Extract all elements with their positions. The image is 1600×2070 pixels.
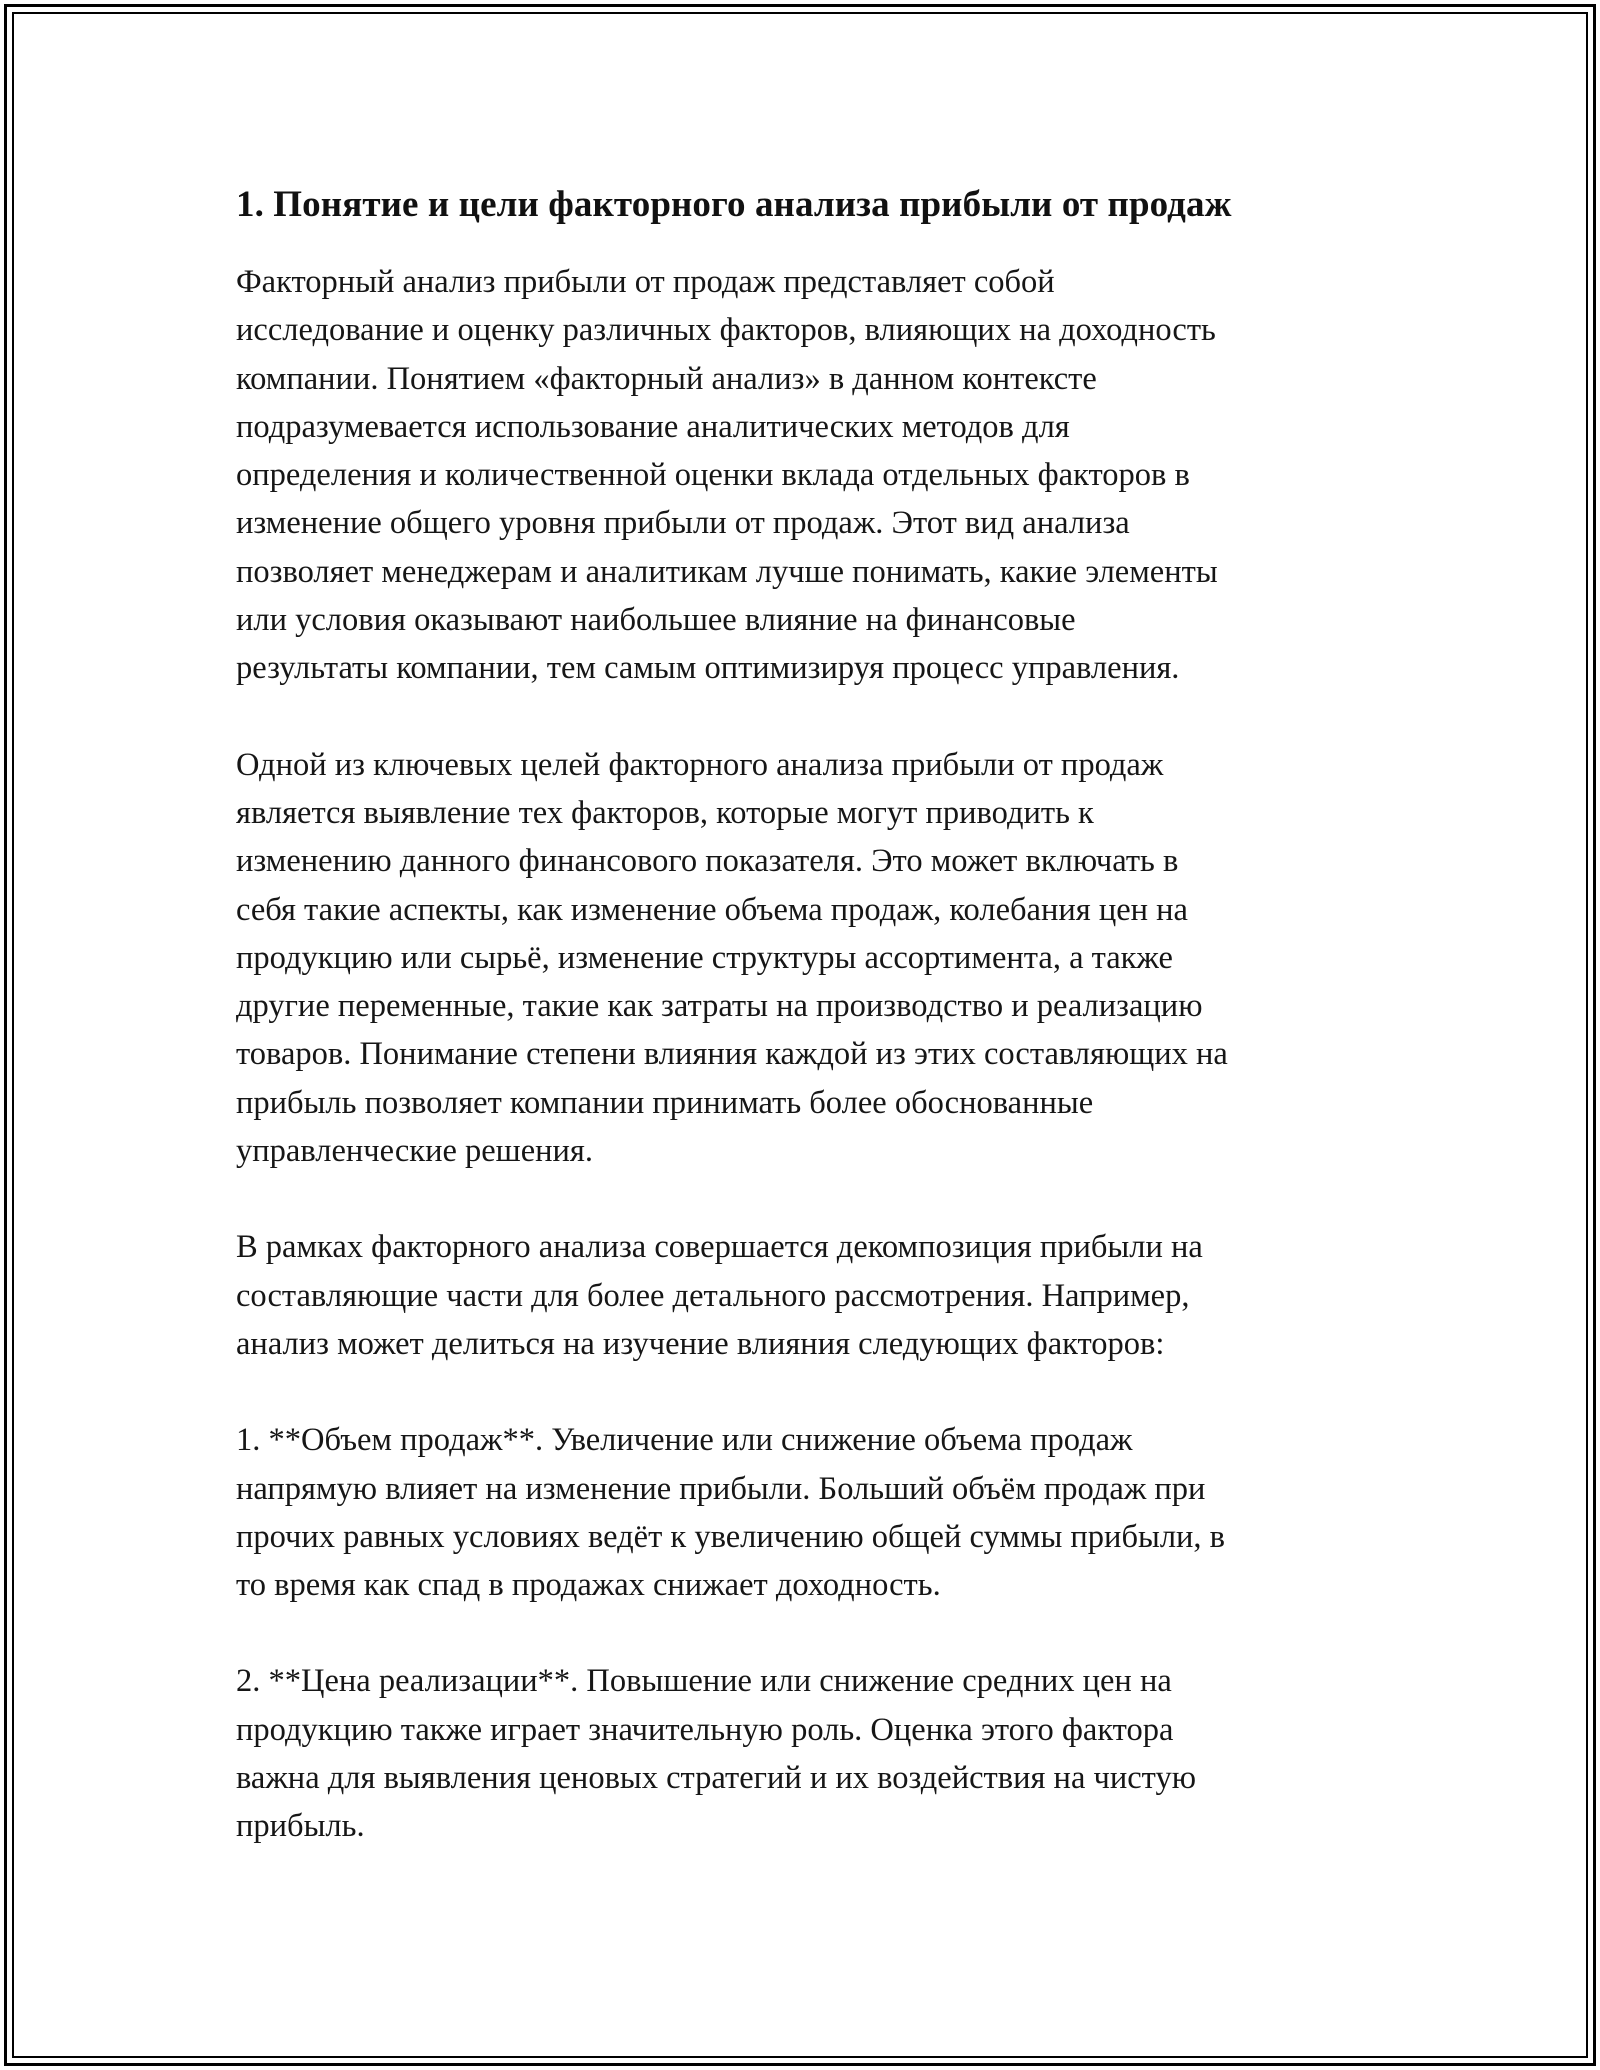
text-line: товаров. Понимание степени влияния каждой из этих составляющих на bbox=[236, 1036, 1228, 1073]
text-line: то время как спад в продажах снижает доходность. bbox=[236, 1567, 941, 1604]
text-line: исследование и оценку различных факторов, влияющих на доходность bbox=[236, 312, 1216, 349]
text-line: составляющие части для более детального рассмотрения. Например, bbox=[236, 1277, 1190, 1314]
text-line: себя такие аспекты, как изменение объема продаж, колебания цен на bbox=[236, 891, 1188, 928]
text-line: анализ может делиться на изучение влияния следующих факторов: bbox=[236, 1325, 1165, 1362]
paragraph-decomposition bbox=[236, 1223, 1366, 1368]
text-line: важна для выявления ценовых стратегий и их воздействия на чистую bbox=[236, 1760, 1196, 1797]
text-line: прибыль позволяет компании принимать более обоснованные bbox=[236, 1084, 1094, 1121]
paragraph-goals bbox=[236, 741, 1366, 1176]
text-line: изменению данного финансового показателя. Это может включать в bbox=[236, 843, 1179, 880]
document-page bbox=[236, 182, 1366, 1899]
list-item-sales-volume bbox=[236, 1416, 1366, 1609]
text-line: продукцию также играет значительную роль. Оценка этого фактора bbox=[236, 1711, 1174, 1748]
text-line: Одной из ключевых целей факторного анализа прибыли от продаж bbox=[236, 746, 1164, 783]
text-line: продукцию или сырьё, изменение структуры ассортимента, а также bbox=[236, 939, 1173, 976]
text-line: является выявление тех факторов, которые могут приводить к bbox=[236, 794, 1094, 831]
paragraph-definition bbox=[236, 258, 1366, 693]
text-line: другие переменные, такие как затраты на производство и реализацию bbox=[236, 988, 1203, 1025]
text-line: В рамках факторного анализа совершается декомпозиция прибыли на bbox=[236, 1229, 1203, 1266]
text-line: компании. Понятием «факторный анализ» в данном контексте bbox=[236, 360, 1097, 397]
list-item-sales-price bbox=[236, 1657, 1366, 1850]
text-line: результаты компании, тем самым оптимизируя процесс управления. bbox=[236, 650, 1180, 687]
text-line: прочих равных условиях ведёт к увеличению общей суммы прибыли, в bbox=[236, 1518, 1226, 1555]
text-line: или условия оказывают наибольшее влияние на финансовые bbox=[236, 602, 1076, 639]
text-line: определения и количественной оценки вклада отдельных факторов в bbox=[236, 457, 1190, 494]
text-line: прибыль. bbox=[236, 1808, 365, 1845]
text-line: управленческие решения. bbox=[236, 1133, 593, 1170]
text-line: Факторный анализ прибыли от продаж представляет собой bbox=[236, 264, 1055, 300]
text-line: 2. **Цена реализации**. Повышение или снижение средних цен на bbox=[236, 1663, 1172, 1700]
text-line: позволяет менеджерам и аналитикам лучше понимать, какие элементы bbox=[236, 553, 1218, 590]
text-line: подразумевается использование аналитических методов для bbox=[236, 408, 1070, 445]
text-line: изменение общего уровня прибыли от продаж. Этот вид анализа bbox=[236, 505, 1130, 542]
text-line: напрямую влияет на изменение прибыли. Больший объём продаж при bbox=[236, 1470, 1206, 1507]
text-line: 1. **Объем продаж**. Увеличение или снижение объема продаж bbox=[236, 1422, 1133, 1459]
section-title: 1. Понятие и цели факторного анализа прибыли от продаж bbox=[236, 184, 1232, 225]
